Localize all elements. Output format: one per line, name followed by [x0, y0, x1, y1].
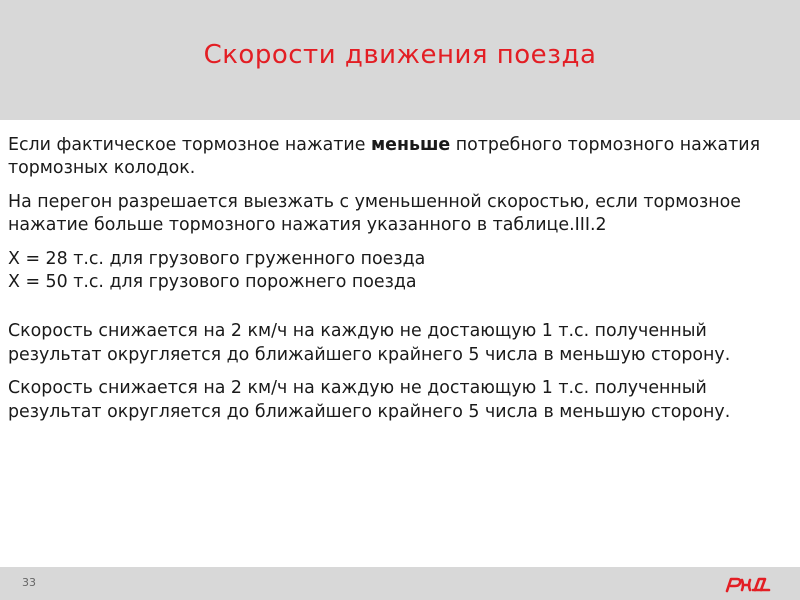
page-number: 33 [22, 576, 36, 589]
paragraph-condition-start: Если фактическое тормозное нажатие [8, 135, 371, 155]
paragraph-condition-end: потребного тормозного нажатия тормозных колодок. [8, 135, 761, 179]
emphasis-less: меньше [370, 135, 451, 155]
slide-content [8, 134, 788, 424]
paragraph-values [8, 248, 788, 295]
paragraph-speed-rule-2: Скорость снижается на 2 км/ч на каждую не достающую 1 т.с. полученный результат округляется до ближайшего крайнего 5 числа в меньшую сторону. [8, 378, 731, 422]
slide-title: Скорости движения поезда [203, 40, 597, 70]
paragraph-condition [8, 134, 788, 181]
value-loaded-train: X = 28 т.с. для грузового груженного поезда [8, 248, 426, 269]
value-empty-train: X = 50 т.с. для грузового порожнего поезда [8, 272, 417, 293]
paragraph-speed-rule-1: Скорость снижается на 2 км/ч на каждую не достающую 1 т.с. полученный результат округляется до ближайшего крайнего 5 числа в меньшую сторону. [8, 321, 731, 365]
rzd-logo-icon [724, 575, 774, 593]
footer-band [0, 567, 800, 600]
paragraph-permission: На перегон разрешается выезжать с уменьшенной скоростью, если тормозное нажатие больше тормозного нажатия указанного в таблице.III.2 [8, 191, 741, 236]
